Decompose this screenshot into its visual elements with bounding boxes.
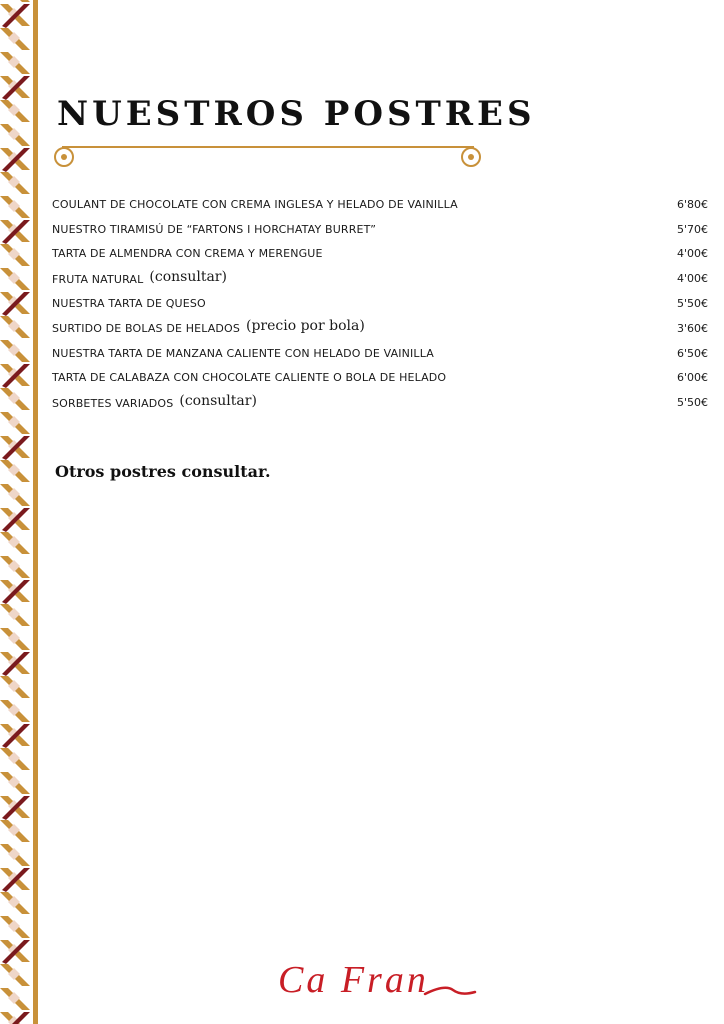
list-item (52, 366, 712, 391)
item-name: NUESTRA TARTA DE QUESO (52, 297, 206, 311)
item-name: FRUTA NATURAL (52, 272, 144, 286)
item-price: 6'00€ (676, 371, 708, 385)
ca-fran-logo (275, 948, 485, 1008)
dessert-list (52, 192, 712, 415)
item-price: 6'80€ (676, 197, 708, 211)
item-price: 3'60€ (676, 321, 708, 335)
item-price: 4'00€ (676, 272, 708, 286)
list-item (52, 390, 712, 415)
item-name: TARTA DE CALABAZA CON CHOCOLATE CALIENTE O BOLA DE HELADO (52, 371, 447, 385)
item-name: SURTIDO DE BOLAS DE HELADOS (52, 322, 240, 336)
list-item (52, 316, 712, 341)
logo-wordmark: Ca Fran (278, 959, 429, 1001)
scroll-ornament-icon (50, 143, 486, 173)
list-item (52, 266, 712, 291)
item-name: NUESTRO TIRAMISÚ DE “FARTONS I HORCHATAY BURRET” (52, 222, 377, 236)
item-name: TARTA DE ALMENDRA CON CREMA Y MERENGUE (52, 247, 323, 261)
item-name: SORBETES VARIADOS (52, 396, 174, 410)
item-price: 4'00€ (676, 247, 708, 261)
list-item (52, 242, 712, 267)
logo-swash (425, 988, 475, 994)
item-price: 5'50€ (676, 396, 708, 410)
item-note: (precio por bola) (245, 318, 365, 335)
item-note: (consultar) (149, 268, 227, 285)
footer-note: Otros postres consultar. (55, 462, 271, 481)
scroll-dot (468, 154, 474, 160)
item-price: 6'50€ (676, 346, 708, 360)
list-item (52, 341, 712, 366)
item-name: NUESTRA TARTA DE MANZANA CALIENTE CON HELADO DE VAINILLA (52, 346, 434, 360)
item-price: 5'70€ (676, 222, 708, 236)
item-name: COULANT DE CHOCOLATE CON CREMA INGLESA Y HELADO DE VAINILLA (52, 197, 458, 211)
item-price: 5'50€ (676, 297, 708, 311)
page-title: NUESTROS POSTRES (57, 94, 536, 134)
list-item (52, 192, 712, 217)
item-note: (consultar) (179, 392, 257, 409)
list-item (52, 291, 712, 316)
list-item (52, 217, 712, 242)
border-rule (33, 0, 38, 1024)
scroll-dot (61, 154, 67, 160)
decorative-border (0, 0, 38, 1024)
